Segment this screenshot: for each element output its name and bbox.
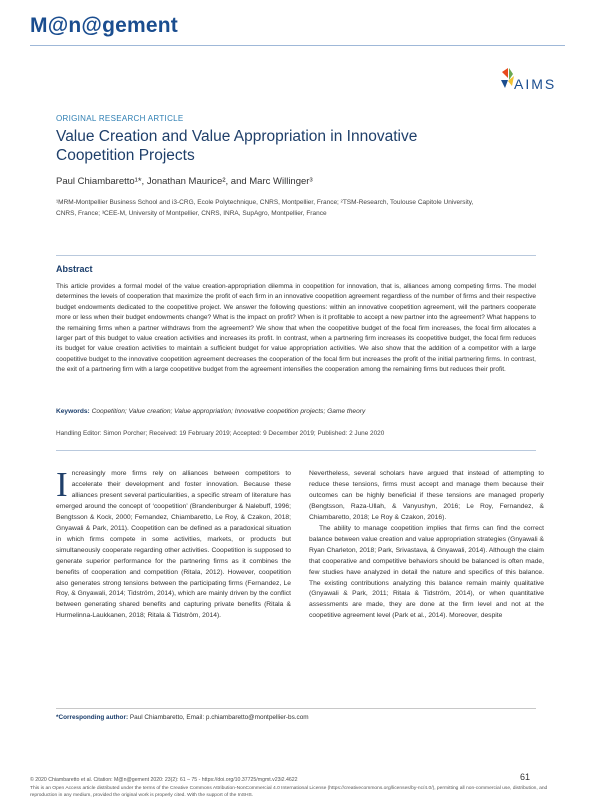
drop-cap: I <box>56 465 68 504</box>
corresponding-label: *Corresponding author: <box>56 714 129 721</box>
author-list: Paul Chiambaretto¹*, Jonathan Maurice², and Marc Willinger³ <box>56 176 313 187</box>
intro-text: ncreasingly more firms rely on alliances between competitors to accelerate their development and foster innovation. Because these alliances present several particularities, a specific stream of literature has emerged around the concept of ‘coopetition’ (Brandenburger & Nalebuff, 1996; Bengtsson & Kock, 2000; Fernandez, Chiambaretto, Le Roy, & Czakon, 2018; Gnyawali & Park, 2011). Coopetition can be defined as a paradoxical situation in which firms compete in some activities, markets, or products but simultaneously cooperate regarding other activities. Coopetition is supposed to generate superior performance for the partnering firms as it combines the benefits of cooperation and competition (Ritala, 2012). However, coopetition also generates strong tensions between the participating firms (Fernandez, Le Roy, & Gnyawali, 2014; Tidström, 2014), which are mainly driven by the conflict between generating shared benefits and capturing private benefits (Ritala & Hurmelinna-Laukkanen, 2018; Ritala & Tidström, 2014). <box>56 470 291 620</box>
keywords-label: Keywords: <box>56 408 90 415</box>
corresponding-text: Paul Chiambaretto, Email: p.chiambaretto@montpellier-bs.com <box>129 714 309 721</box>
license-text: This is an Open Access article distributed under the terms of the Creative Commons Attribution-NonCommercial 4.0 International License (https://creativecommons.org/licenses/by-nc/4.0/), permitting all non-commercial use, distribution, and reproduction in any medium, provided the original work is properly cited. With the support of the InSHS. <box>30 786 548 798</box>
body-column-left <box>56 465 291 622</box>
paragraph: Nevertheless, several scholars have argued that instead of attempting to reduce these tensions, firms must accept and manage them because their outcomes can be highly beneficial if these tensions are managed properly (Bengtsson, Raza-Ullah, & Vanyushyn, 2016; Le Roy, Fernandez, & Chiambaretto, 2018; Le Roy & Czakon, 2016). <box>309 470 544 521</box>
abstract-bottom-rule <box>56 450 536 451</box>
citation-line: © 2020 Chiambaretto et al. Citation: M@n@gement 2020: 23(2): 61 – 75 - https://doi.org/10.37725/mgmt.v23i2.4622 <box>30 777 298 783</box>
aims-logo-text: AIMS <box>514 76 557 92</box>
footnote-rule <box>56 708 536 709</box>
handling-editor-dates: Handling Editor: Simon Porcher; Received: 19 February 2019; Accepted: 9 December 2019; Published: 2 June 2020 <box>56 430 385 437</box>
article-type: ORIGINAL RESEARCH ARTICLE <box>56 114 184 123</box>
article-title: Value Creation and Value Appropriation in Innovative Coopetition Projects <box>56 128 418 164</box>
body-column-right <box>309 469 544 622</box>
keywords-list: Coopetition; Value creation; Value appropriation; Innovative coopetition projects; Game theory <box>91 408 366 415</box>
intro-paragraph <box>56 465 291 622</box>
abstract-text: This article provides a formal model of the value creation-appropriation dilemma in coopetition for innovation, that is, alliances among competing firms. The model determines the levels of cooperation that maximize the profit of each firm in an innovative coopetition agreement regardless of the number of firms and their respective budget endowments dedicated to the coopetitive project. We answer the following questions: within an innovative coopetition agreement, will the partners cooperate more or less when their budget endowments change? What is the impact on profit? When is it profitable to accept a new partner into the agreement? What happens to the remaining firms when a partner withdraws from the agreement? We show that when the coopetitive budget of the focal firm increases, the focal firm allocates a larger part of this budget to value creation activities and increases its profit. In contrast, when a partnering firm increases its coopetitive budget, the focal firm reduces its budget for value creation activities to maintain a sufficient budget for value appropriation activities. We also show that the addition of a competitor with a large coopetitive budget to the innovative coopetition agreement decreases the cooperation of the focal firm but increases the profit of the initial partnering firms. In contrast, the exit of a partnering firm with a large coopetitive budget from the agreement intensifies the cooperation among the remaining firms but reduces their profit. <box>56 283 536 374</box>
header-divider <box>30 45 565 46</box>
paragraph: The ability to manage coopetition implies that firms can find the correct balance between value creation and value appropriation strategies (Gnyawali & Ryan Charleton, 2018; Park, Srivastava, & Gnyawali, 2014). Although the claim that cooperative and competitive behaviors should be balanced is often made, few studies have analyzed in detail the nature and specifics of this balance. The existing contributions analyzing this balance remain mainly qualitative (Gnyawali & Park, 2011; Ritala & Tidström, 2014), or when quantitative assessments are made, they are done at the firm level and not at the coopetitive agreement level (Park et al., 2014). Moreover, despite <box>309 524 544 620</box>
abstract-heading: Abstract <box>56 264 93 274</box>
journal-name: M@n@gement <box>30 14 178 37</box>
page-number: 61 <box>520 772 531 782</box>
keywords <box>56 408 536 415</box>
abstract-top-rule <box>56 255 536 256</box>
affiliations: ¹MRM-Montpellier Business School and i3-CRG, Ecole Polytechnique, CNRS, Montpellier, France; ²TSM-Research, Toulouse Capitole University, CNRS, France; ³CEE-M, University of Montpellier, CNRS, INRA, SupAgro, Montpellier, France <box>56 199 474 217</box>
aims-logo <box>498 64 558 102</box>
corresponding-author <box>56 714 309 721</box>
